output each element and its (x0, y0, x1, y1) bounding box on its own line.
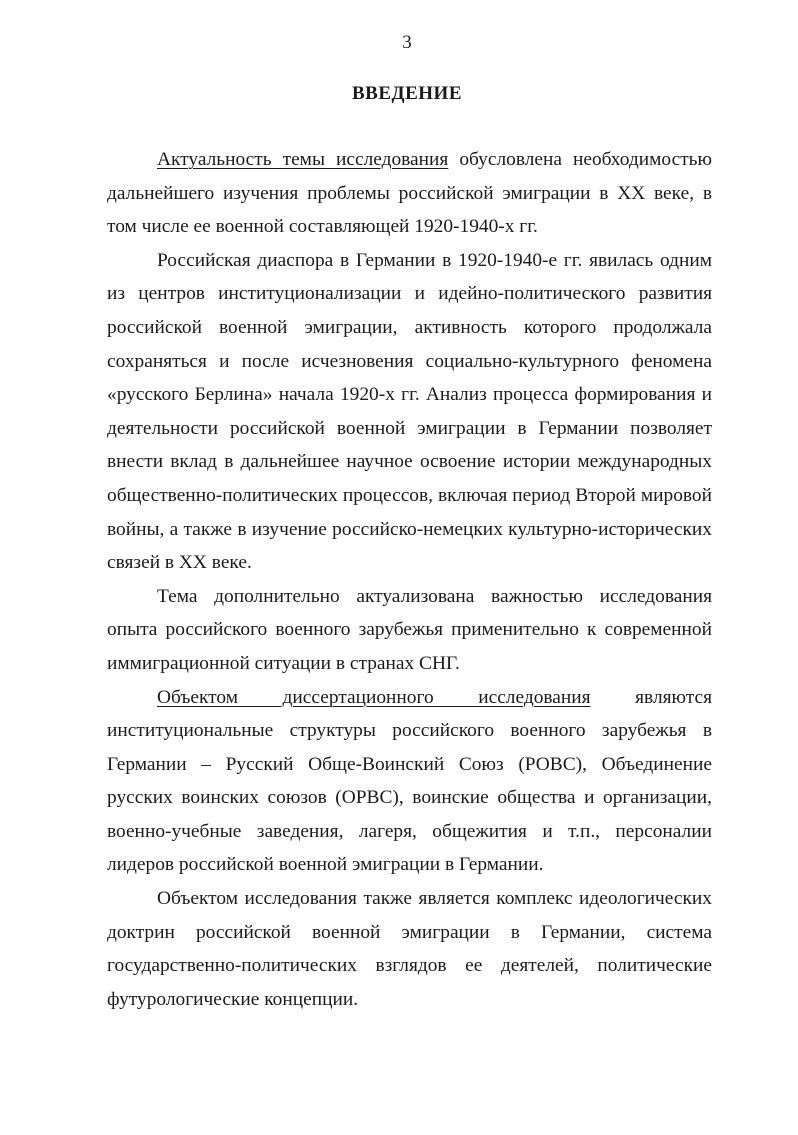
paragraph-topic (107, 580, 712, 681)
diaspora-text: Российская диаспора в Германии в 1920-1940-е гг. явилась одним из центров институционализации и идейно-политического развития российской военной эмиграции, активность которого продолжала сохраняться и после исчезновения социально-культурного феномена «русского Берлина» начала 1920-х гг. Анализ процесса формирования и деятельности российской военной эмиграции в Германии позволяет внести вклад в дальнейшее научное освоение истории международных общественно-политических процессов, включая период Второй мировой войны, а также в изучение российско-немецких культурно-исторических связей в XX веке. (107, 249, 712, 574)
object-text: являются институциональные структуры российского военного зарубежья в Германии – Русский Обще-Воинский Союз (РОВС), Объединение русских воинских союзов (ОРВС), воинские общества и организации, военно-учебные заведения, лагеря, общежития и т.п., персоналии лидеров российской военной эмиграции в Германии. (107, 686, 713, 876)
object-lead: Объектом диссертационного исследования (157, 686, 591, 708)
body-text (107, 143, 712, 1016)
relevance-lead: Актуальность темы исследования (157, 149, 449, 170)
relevance-text: обусловлена необходимостью дальнейшего изучения проблемы российской эмиграции в XX веке, в том числе ее военной составляющей 1920-1940-х гг. (107, 149, 712, 238)
topic-text: Тема дополнительно актуализована важностью исследования опыта российского военного зарубежья применительно к современной иммиграционной ситуации в странах СНГ. (107, 585, 712, 674)
paragraph-object-also (107, 882, 712, 1016)
page-title: ВВЕДЕНИЕ (352, 83, 462, 104)
paragraph-relevance (107, 143, 712, 244)
paragraph-object (107, 681, 712, 883)
paragraph-diaspora (107, 244, 712, 580)
page-number: 3 (402, 32, 412, 53)
object-also-text: Объектом исследования также является комплекс идеологических доктрин российской военной эмиграции в Германии, система государственно-политических взглядов ее деятелей, политические футурологические концепции. (107, 888, 712, 1010)
